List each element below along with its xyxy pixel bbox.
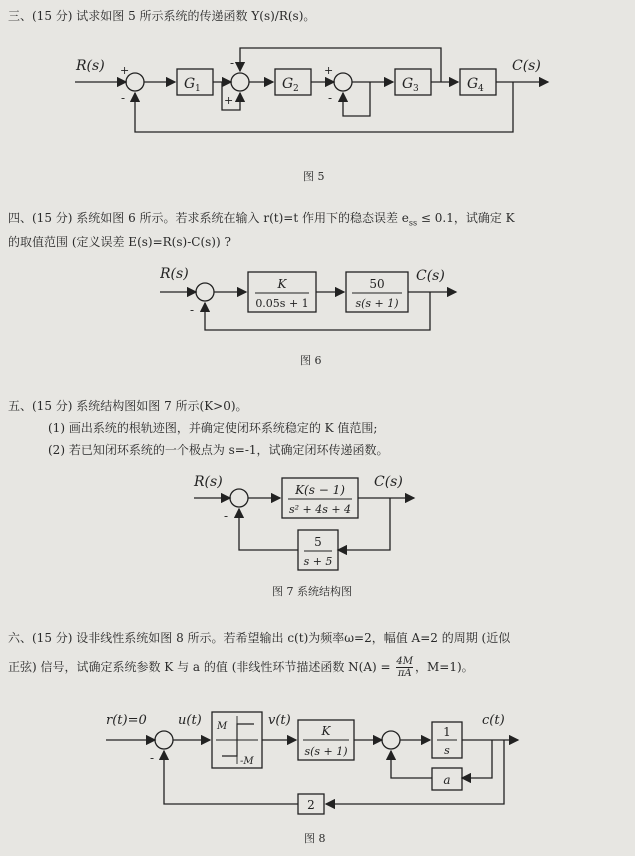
- svg-text:2: 2: [307, 798, 315, 812]
- svg-text:4: 4: [478, 84, 484, 94]
- svg-text:3: 3: [413, 84, 419, 94]
- q5-item1: (1) 画出系统的根轨迹图，并确定使闭环系统稳定的 K 值范围;: [48, 421, 378, 435]
- fig6-sum: [196, 283, 214, 301]
- svg-text:1: 1: [195, 84, 201, 94]
- figure-5-caption: 图 5: [303, 170, 325, 183]
- fig5-sum2: [231, 73, 249, 91]
- q5-prompt: 五、(15 分) 系统结构图如图 7 所示(K>0)。: [8, 399, 248, 413]
- svg-text:s(s + 1): s(s + 1): [304, 745, 348, 758]
- svg-text:+: +: [324, 64, 334, 77]
- svg-text:G: G: [184, 76, 196, 92]
- svg-text:K: K: [277, 277, 287, 291]
- fig8-sum1: [155, 731, 173, 749]
- q4-prompt-line2: 的取值范围 (定义误差 E(s)=R(s)-C(s)) ?: [8, 235, 231, 249]
- fig7-sum: [230, 489, 248, 507]
- svg-text:0.05s + 1: 0.05s + 1: [255, 297, 309, 310]
- svg-text:a: a: [443, 773, 451, 787]
- figure-5-block-diagram: [60, 40, 560, 150]
- svg-text:-: -: [150, 751, 155, 765]
- svg-text:-: -: [230, 56, 235, 70]
- svg-text:+: +: [224, 94, 234, 107]
- svg-text:-M: -M: [240, 756, 254, 767]
- svg-text:5: 5: [314, 535, 322, 549]
- q5-item2: (2) 若已知闭环系统的一个极点为 s=-1，试确定闭环传递函数。: [48, 443, 389, 457]
- figure-7-block-diagram: [190, 470, 430, 580]
- svg-text:2: 2: [293, 84, 299, 94]
- svg-text:K: K: [321, 724, 331, 738]
- svg-text:G: G: [282, 76, 294, 92]
- figure-6-block-diagram: [160, 262, 460, 342]
- svg-text:c(t): c(t): [482, 713, 505, 728]
- svg-text:s(s + 1): s(s + 1): [355, 297, 399, 310]
- svg-text:-: -: [190, 303, 195, 317]
- svg-text:s² + 4s + 4: s² + 4s + 4: [288, 503, 352, 516]
- svg-text:R(s): R(s): [194, 474, 223, 490]
- svg-text:K(s − 1): K(s − 1): [295, 483, 345, 497]
- fig8-sum2: [382, 731, 400, 749]
- figure-8-caption: 图 8: [304, 832, 326, 845]
- svg-text:s + 5: s + 5: [303, 555, 333, 568]
- svg-text:G: G: [467, 76, 479, 92]
- svg-text:1: 1: [443, 725, 451, 739]
- svg-text:M: M: [217, 721, 228, 732]
- q4-prompt-line1: 四、(15 分) 系统如图 6 所示。若求系统在输入 r(t)=t 作用下的稳态误差 $e_{ss} \le 0.1$，试确定 K: [8, 211, 515, 228]
- q6-prompt-line1: 六、(15 分) 设非线性系统如图 8 所示。若希望输出 c(t)为频率ω=2，幅值 A=2 的周期 (近似: [8, 631, 511, 645]
- svg-text:C(s): C(s): [374, 474, 403, 490]
- fig5-output-label: C(s): [512, 58, 541, 74]
- q3-prompt: 三、(15 分) 试求如图 5 所示系统的传递函数 Y(s)/R(s)。: [8, 9, 316, 23]
- svg-text:s: s: [444, 744, 450, 757]
- figure-7-caption: 图 7 系统结构图: [272, 585, 352, 598]
- svg-text:50: 50: [369, 277, 385, 291]
- fig5-sum3: [334, 73, 352, 91]
- svg-text:G: G: [402, 76, 414, 92]
- svg-text:u(t): u(t): [178, 713, 202, 728]
- figure-8-block-diagram: [100, 706, 530, 818]
- q6-prompt-line2: 正弦) 信号，试确定系统参数 K 与 a 的值 (非线性环节描述函数 N(A) = $\frac{4M}{\pi A}$ ，M=1)。: [8, 656, 474, 679]
- svg-text:v(t): v(t): [268, 713, 291, 728]
- fig5-input-label: R(s): [76, 58, 105, 74]
- svg-text:+: +: [120, 64, 130, 77]
- svg-text:C(s): C(s): [416, 268, 445, 284]
- svg-text:-: -: [121, 91, 126, 105]
- svg-text:-: -: [224, 509, 229, 523]
- svg-text:R(s): R(s): [160, 266, 189, 282]
- svg-text:r(t)=0: r(t)=0: [106, 713, 147, 728]
- figure-6-caption: 图 6: [300, 354, 322, 367]
- svg-text:-: -: [328, 91, 333, 105]
